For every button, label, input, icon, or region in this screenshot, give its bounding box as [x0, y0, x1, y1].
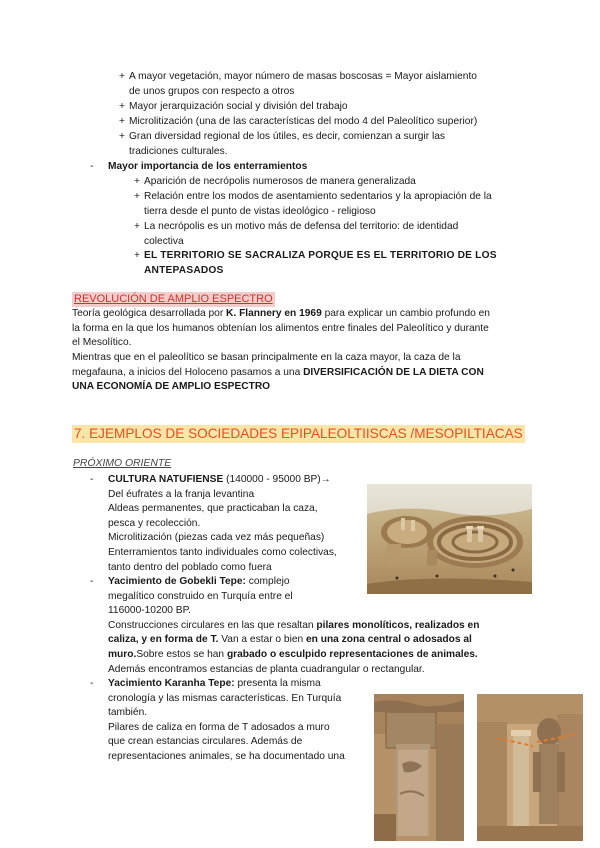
text-line: Aldeas permanentes, que practicaban la caza,	[108, 503, 318, 515]
list-item-line: de unos grupos con respecto a otros	[129, 85, 295, 97]
text-line	[108, 619, 538, 634]
revolucion-heading: REVOLUCIÓN DE AMPLIO ESPECTRO	[74, 293, 273, 305]
text-line: Del éufrates a la franja levantina	[108, 488, 255, 500]
dash-bullet: -	[90, 576, 94, 587]
text-line: Microlitización (piezas cada vez más pequeñas)	[108, 532, 325, 544]
plus-bullet: +	[119, 101, 125, 112]
list-item-line: A mayor vegetación, mayor número de masas boscosas = Mayor aislamiento	[129, 71, 477, 82]
flannery-bold: K. Flannery en 1969	[226, 308, 322, 319]
text-line	[72, 366, 530, 381]
dieta-bold: DIVERSIFICACIÓN DE LA DIETA CON	[303, 366, 484, 378]
plus-bullet: +	[119, 116, 125, 127]
plus-bullet: +	[119, 71, 125, 82]
dash-bullet: -	[90, 678, 94, 689]
list-item-line: EL TERRITORIO SE SACRALIZA PORQUE ES EL TERRITORIO DE LOS	[144, 250, 497, 261]
text-line: cronología y las mismas características. En Turquía	[108, 692, 342, 704]
text-bold: pilares monolíticos, realizados en	[316, 619, 480, 631]
plus-bullet: +	[134, 176, 140, 187]
text-line	[108, 648, 538, 663]
list-item	[134, 249, 544, 278]
text-line: Enterramientos tanto individuales como colectivas,	[108, 546, 337, 558]
text-run: Van a estar o bien	[218, 634, 306, 646]
dash-bullet: -	[90, 474, 94, 485]
section-7-heading: 7. EJEMPLOS DE SOCIEDADES EPIPALEOLTIISCAS /MESOPILTIACAS	[74, 426, 523, 441]
text-run: Construcciones circulares en las que resaltan	[108, 619, 317, 631]
proximo-oriente-subheading: PRÓXIMO ORIENTE	[73, 458, 172, 469]
karanha-block	[108, 677, 370, 765]
text-line	[72, 307, 530, 322]
text-line	[108, 633, 538, 648]
list-item-line: colectiva	[144, 235, 184, 247]
text-run: Sobre estos se han	[136, 648, 227, 660]
karanha-title: Yacimiento Karanha Tepe:	[108, 678, 235, 689]
dash-bullet: -	[90, 161, 94, 172]
text-line: UNA ECONOMÍA DE AMPLIO ESPECTRO	[72, 381, 271, 393]
list-item-line: ANTEPASADOS	[144, 264, 224, 276]
list-item	[134, 175, 544, 190]
list-item	[119, 100, 529, 115]
text-run: complejo	[245, 576, 290, 587]
text-line: Pilares de caliza en forma de T adosados a muro	[108, 721, 330, 733]
text-run: megafauna, a inicios del Holoceno pasamos a una	[72, 366, 304, 378]
list-item	[134, 220, 544, 249]
text-bold: grabado o esculpido representaciones de animales.	[226, 648, 478, 660]
natufiense-title: CULTURA NATUFIENSE	[108, 474, 224, 485]
pillar-photo-2	[477, 694, 583, 841]
text-bold: muro.	[108, 648, 137, 660]
karanha-pillar-image-2	[477, 694, 583, 841]
list-item-line: Microlitización (una de las características del modo 4 del Paleolítico superior)	[129, 116, 478, 127]
text-line: 116000-10200 BP.	[108, 605, 191, 617]
text-line: el Mesolítico.	[72, 337, 132, 349]
plus-bullet: +	[119, 131, 125, 142]
text-line	[108, 677, 370, 692]
list-item-line: Aparición de necrópolis numerosos de manera generalizada	[144, 176, 416, 187]
plus-bullet: +	[134, 250, 141, 261]
list-item	[119, 130, 529, 159]
karanha-pillar-image-1	[374, 694, 464, 841]
text-bold: caliza, y en forma de T.	[108, 634, 219, 646]
text-bold: en una zona central o adosados al	[306, 634, 472, 646]
reconstruction-illustration	[367, 484, 532, 594]
natufiense-dates: (140000 - 95000 BP)→	[223, 474, 331, 485]
text-line: también.	[108, 707, 148, 719]
revolucion-paragraph-1	[72, 307, 530, 351]
list-item-line: Gran diversidad regional de los útiles, es decir, comienzan a surgir las	[129, 131, 445, 142]
text-line	[108, 473, 363, 488]
text-line: pesca y recolección.	[108, 517, 201, 529]
text-line: tanto dentro del poblado como fuera	[108, 561, 272, 573]
text-run: Teoría geológica desarrollada por	[72, 308, 227, 319]
list-item	[134, 190, 544, 219]
text-run: para explicar un cambio profundo en	[321, 308, 490, 319]
list-item-line: La necrópolis es un motivo más de defensa del territorio: de identidad	[144, 221, 459, 232]
list-item-line: tradiciones culturales.	[129, 145, 228, 157]
text-line: la forma en la que los humanos obtenían los alimentos entre finales del Paleolítico y durante	[72, 322, 489, 334]
text-line: Además encontramos estancias de planta cuadrangular o rectangular.	[108, 663, 425, 675]
plus-bullet: +	[134, 191, 140, 202]
natufiense-block	[108, 473, 363, 575]
text-line: que crean estancias circulares. Además de	[108, 736, 303, 748]
gobekli-title: Yacimiento de Gobekli Tepe:	[108, 576, 246, 587]
gobekli-reconstruction-image	[367, 484, 532, 594]
text-line: megalítico construido en Turquía entre el	[108, 590, 293, 602]
list-item-line: tierra desde el punto de vistas ideológico - religioso	[144, 205, 376, 217]
text-run: presenta la misma	[234, 678, 321, 689]
plus-bullet: +	[134, 221, 140, 232]
revolucion-paragraph-2	[72, 351, 530, 395]
list-item	[119, 115, 529, 130]
text-line: representaciones animales, se ha documentado una	[108, 750, 345, 762]
list-item-line: Relación entre los modos de asentamiento sedentarios y la apropiación de la	[144, 191, 492, 202]
text-line: Mientras que en el paleolítico se basan principalmente en la caza mayor, la caza de la	[72, 352, 461, 363]
enterramientos-heading: Mayor importancia de los enterramientos	[108, 161, 308, 172]
list-item-line: Mayor jerarquización social y división del trabajo	[129, 101, 348, 112]
pillar-photo-1	[374, 694, 464, 841]
list-item	[119, 70, 529, 99]
